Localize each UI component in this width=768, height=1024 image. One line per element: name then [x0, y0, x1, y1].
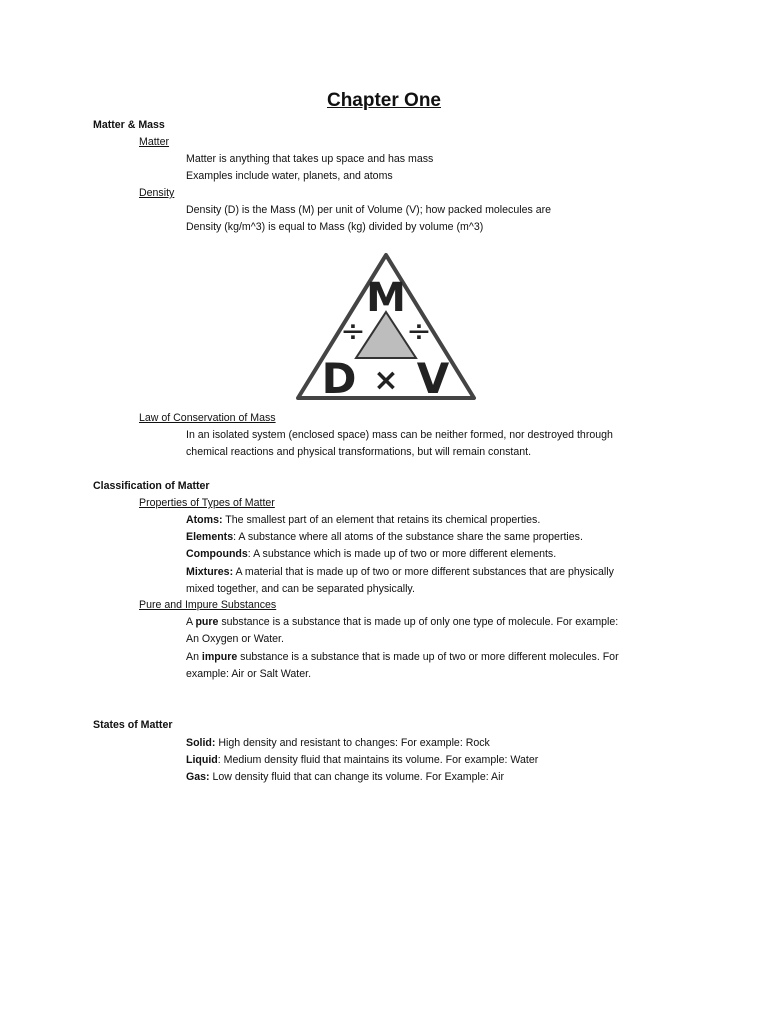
pure-term: pure [195, 616, 219, 628]
mixtures-text: A material that is made up of two or more different substances that are physically [233, 566, 614, 578]
right-divide-sign: ÷ [406, 314, 432, 349]
subheading-matter: Matter [139, 136, 170, 148]
solid-definition [186, 735, 490, 752]
matter-definition: Matter is anything that takes up space and has mass [186, 153, 434, 165]
subheading-properties: Properties of Types of Matter [139, 497, 275, 509]
atoms-definition [186, 512, 540, 529]
multiply-sign: × [373, 363, 399, 398]
impure-prefix: An [186, 651, 202, 663]
elements-definition [186, 529, 583, 546]
mixtures-definition [186, 564, 614, 581]
compounds-definition [186, 546, 556, 563]
section-heading-states: States of Matter [93, 719, 173, 731]
compounds-text: : A substance which is made up of two or more different elements. [247, 548, 557, 560]
matter-examples: Examples include water, planets, and atoms [186, 170, 393, 182]
impure-definition [186, 649, 619, 666]
gas-text: Low density fluid that can change its volume. For Example: Air [209, 771, 504, 783]
conservation-text-2: chemical reactions and physical transformations, but will remain constant. [186, 446, 532, 458]
impure-definition-cont: example: Air or Salt Water. [186, 668, 312, 680]
atoms-term: Atoms: [186, 514, 223, 526]
subheading-density: Density [139, 187, 175, 199]
density-formula: Density (kg/m^3) is equal to Mass (kg) divided by volume (m^3) [186, 221, 484, 233]
page-title: Chapter One [326, 90, 442, 111]
section-heading-matter-mass: Matter & Mass [93, 119, 165, 131]
density-letter: D [321, 354, 357, 402]
liquid-definition [186, 752, 538, 769]
subheading-conservation: Law of Conservation of Mass [139, 412, 276, 424]
compounds-term: Compounds [186, 548, 248, 560]
density-triangle-diagram [295, 252, 477, 402]
mixtures-definition-cont: mixed together, and can be separated physically. [186, 583, 415, 595]
conservation-text-1: In an isolated system (enclosed space) mass can be neither formed, nor destroyed through [186, 429, 613, 441]
pure-definition-cont: An Oxygen or Water. [186, 633, 284, 645]
gas-definition [186, 769, 504, 786]
density-definition: Density (D) is the Mass (M) per unit of Volume (V); how packed molecules are [186, 204, 552, 216]
mass-letter: M [366, 275, 406, 321]
liquid-term: Liquid [186, 754, 218, 766]
volume-letter: V [416, 354, 450, 402]
atoms-text: The smallest part of an element that retains its chemical properties. [222, 514, 541, 526]
section-heading-classification: Classification of Matter [93, 480, 210, 492]
elements-text: : A substance where all atoms of the substance share the same properties. [233, 531, 583, 543]
pure-prefix: A [186, 616, 196, 628]
elements-term: Elements [186, 531, 234, 543]
mixtures-term: Mixtures: [186, 566, 234, 578]
solid-text: High density and resistant to changes: For example: Rock [215, 737, 490, 749]
pure-definition [186, 614, 618, 631]
solid-term: Solid: [186, 737, 216, 749]
impure-term: impure [201, 651, 238, 663]
pure-text: substance is a substance that is made up of only one type of molecule. For example: [218, 616, 619, 628]
liquid-text: : Medium density fluid that maintains its volume. For example: Water [217, 754, 539, 766]
gas-term: Gas: [186, 771, 210, 783]
subheading-pure-impure: Pure and Impure Substances [139, 599, 277, 611]
left-divide-sign: ÷ [340, 314, 366, 349]
impure-text: substance is a substance that is made up of two or more different molecules. For [237, 651, 619, 663]
